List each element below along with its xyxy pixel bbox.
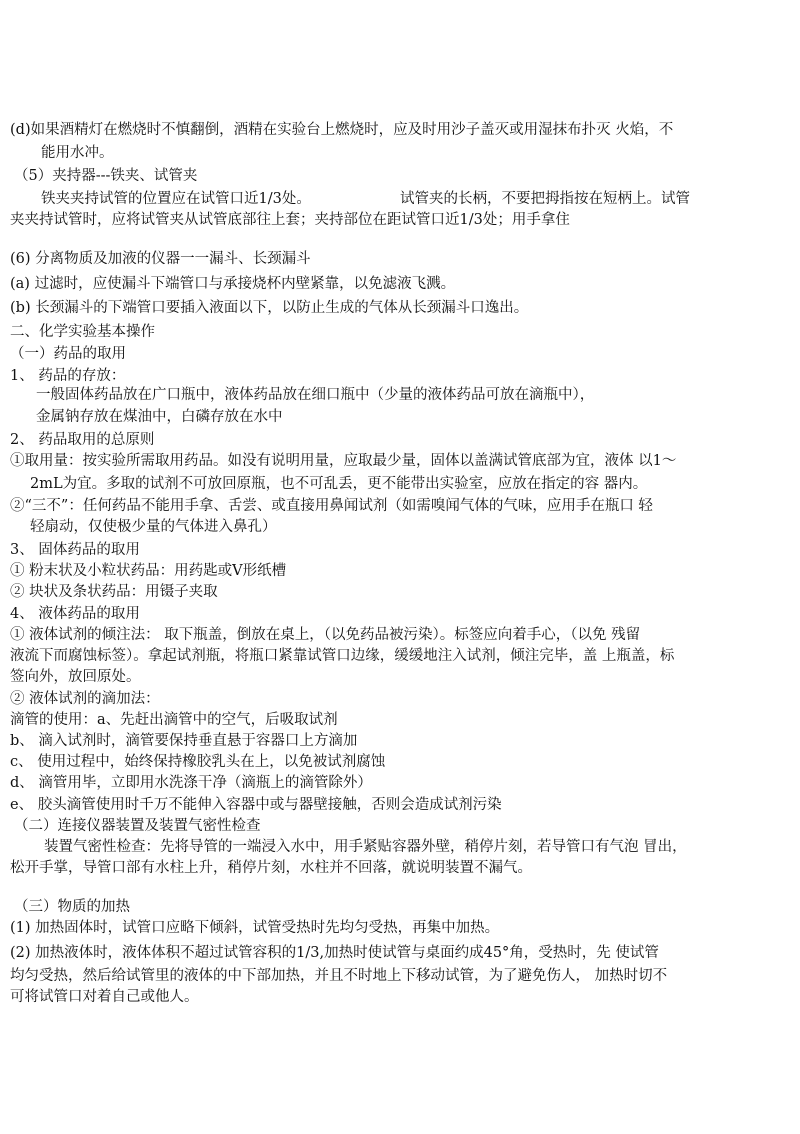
text-line: (6) 分离物质及加液的仪器一一漏斗、长颈漏斗 — [10, 251, 311, 267]
text-line: (b) 长颈漏斗的下端管口要插入液面以下，以防止生成的气体从长颈漏斗口逸出。 — [10, 300, 529, 316]
text-line: (d)如果酒精灯在燃烧时不慎翻倒，酒精在实验台上燃烧时，应及时用沙子盖灭或用湿抹布扑灭 火焰，不 — [10, 122, 674, 138]
text-line: ② 液体试剂的滴加法： — [10, 691, 160, 707]
text-line: (2) 加热液体时，液体体积不超过试管容积的1/3,加热时使试管与桌面约成45°角，受热时，先 使试管 — [10, 945, 659, 961]
text-line: e、 胶头滴管使用时千万不能伸入容器中或与器壁接触，否则会造成试剂污染 — [10, 797, 502, 813]
text-line: （三）物质的加热 — [14, 899, 130, 915]
text-line: 二、化学实验基本操作 — [10, 324, 155, 340]
text-line: （二）连接仪器装置及装置气密性检查 — [14, 818, 261, 834]
text-line: ②“三不”：任何药品不能用手拿、舌尝、或直接用鼻闻试剂（如需嗅闻气体的气味，应用手在瓶口 轻 — [10, 498, 653, 514]
text-line: b、 滴入试剂时，滴管要保持垂直悬于容器口上方滴加 — [10, 733, 358, 749]
text-line: (1) 加热固体时，试管口应略下倾斜，试管受热时先均匀受热，再集中加热。 — [10, 920, 500, 936]
text-line: 液流下而腐蚀标签）。拿起试剂瓶，将瓶口紧靠试管口边缘，缓缓地注入试剂，倾注完毕，盖 上瓶盖，标 — [10, 648, 675, 664]
text-line: 3、 固体药品的取用 — [10, 542, 140, 558]
text-line: c、 使用过程中，始终保持橡胶乳头在上，以免被试剂腐蚀 — [10, 754, 386, 770]
text-line: (a) 过滤时，应使漏斗下端管口与承接烧杯内壁紧靠，以免滤液飞溅。 — [10, 276, 456, 292]
text-line: （5）夹持器---铁夹、试管夹 — [14, 168, 198, 184]
text-line: d、 滴管用毕，立即用水洗涤干净（滴瓶上的滴管除外） — [10, 775, 372, 791]
text-line: 2mL为宜。多取的试剂不可放回原瓶，也不可乱丢，更不能带出实验室，应放在指定的容 器内。 — [30, 476, 648, 492]
text-line: 试管夹的长柄，不要把拇指按在短柄上。试管 — [400, 191, 690, 207]
text-line: 2、 药品取用的总原则 — [10, 432, 155, 448]
text-line: 签向外，放回原处。 — [10, 669, 141, 685]
text-line: 能用水冲。 — [41, 145, 114, 161]
text-line: 均匀受热，然后给试管里的液体的中下部加热，并且不时地上下移动试管，为了避免伤人， 加热时切不 — [10, 968, 668, 984]
text-line: 金属钠存放在煤油中，白磷存放在水中 — [36, 409, 283, 425]
text-line: ② 块状及条状药品：用镊子夹取 — [10, 584, 218, 600]
text-line: 松开手掌，导管口部有水柱上升，稍停片刻，水柱并不回落，就说明装置不漏气。 — [10, 860, 532, 876]
text-line: 夹夹持试管时，应将试管夹从试管底部往上套；夹持部位在距试管口近1/3处；用手拿住 — [10, 212, 570, 228]
text-line: 铁夹夹持试管的位置应在试管口近1/3处。 — [41, 191, 311, 207]
text-line: 可将试管口对着自己或他人。 — [10, 989, 199, 1005]
text-line: 装置气密性检查：先将导管的一端浸入水中，用手紧贴容器外壁，稍停片刻，若导管口有气泡 冒出， — [44, 839, 687, 855]
text-line: ①取用量：按实验所需取用药品。如没有说明用量，应取最少量，固体以盖满试管底部为宜，液体 以1～ — [10, 453, 677, 469]
text-line: 轻扇动，仅使极少量的气体进入鼻孔） — [30, 519, 277, 535]
text-line: ① 液体试剂的倾注法： 取下瓶盖，倒放在桌上，（以免药品被污染）。标签应向着手心，（以免 残留 — [10, 627, 641, 643]
text-line: 4、 液体药品的取用 — [10, 606, 140, 622]
text-line: 一般固体药品放在广口瓶中，液体药品放在细口瓶中（少量的液体药品可放在滴瓶中）， — [36, 387, 595, 403]
text-line: 1、 药品的存放： — [10, 368, 126, 384]
text-line: ① 粉末状及小粒状药品：用药匙或V形纸槽 — [10, 563, 287, 579]
text-line: 滴管的使用：a、先赶出滴管中的空气，后吸取试剂 — [10, 712, 338, 728]
text-line: （一）药品的取用 — [10, 346, 126, 362]
